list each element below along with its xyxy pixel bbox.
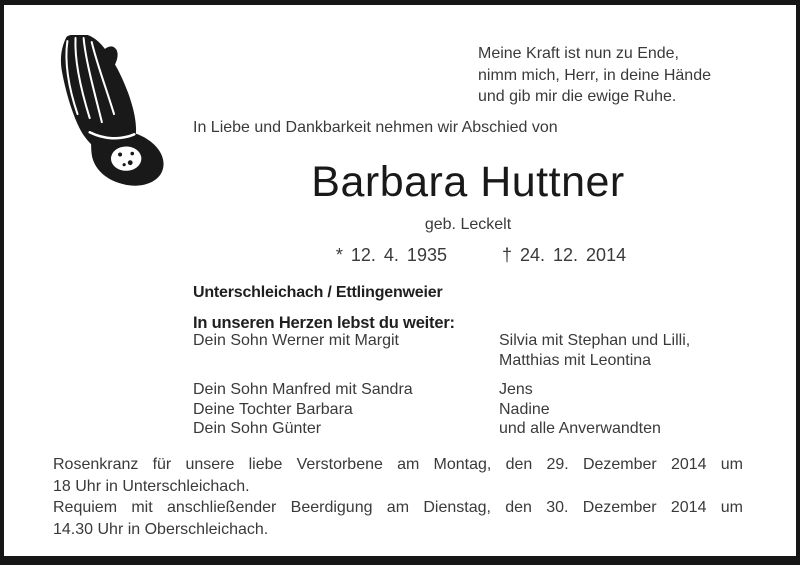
opening-verse <box>478 43 711 108</box>
family-member-right: Nadine <box>499 400 550 418</box>
family-list <box>193 331 753 439</box>
deceased-block <box>193 155 743 264</box>
places-line: Unterschleichach / Ettlingenweier <box>193 284 443 301</box>
family-member-left: Dein Sohn Manfred mit Sandra <box>193 381 413 398</box>
family-member-left: Dein Sohn Werner mit Margit <box>193 332 399 349</box>
family-row <box>193 419 753 439</box>
deceased-birth-name: geb. Leckelt <box>424 216 512 233</box>
requiem-announcement <box>53 497 743 540</box>
birth-date: * 12. 4. 1935 <box>335 245 447 265</box>
rosary-announcement <box>53 454 743 497</box>
family-member-right: Silvia mit Stephan und Lilli, <box>499 332 691 349</box>
family-row <box>193 331 753 351</box>
family-member-right: Matthias mit Leontina <box>499 351 652 369</box>
announcement-line: Rosenkranz für unsere liebe Verstorbene am Montag, den 29. Dezember 2014 um <box>53 456 743 473</box>
family-heading: In unseren Herzen lebst du weiter: <box>193 314 455 332</box>
verse-line: nimm mich, Herr, in deine Hände <box>478 66 711 84</box>
praying-hands-icon <box>53 35 173 189</box>
family-member-right: Jens <box>499 381 533 398</box>
family-row <box>193 351 753 371</box>
announcement-line: 14.30 Uhr in Oberschleichach. <box>53 520 269 538</box>
announcement-line: Requiem mit anschließender Beerdigung am Dienstag, den 30. Dezember 2014 um <box>53 499 743 517</box>
family-member-left <box>193 351 499 371</box>
deceased-name: Barbara Huttner <box>311 158 625 206</box>
announcement-line: 18 Uhr in Unterschleichach. <box>53 477 250 495</box>
death-date: † 24. 12. 2014 <box>501 245 627 265</box>
family-member-left: Dein Sohn Günter <box>193 420 322 437</box>
funeral-announcements <box>53 454 743 540</box>
intro-line: In Liebe und Dankbarkeit nehmen wir Abschied von <box>193 119 558 136</box>
family-row <box>193 380 753 400</box>
verse-line: und gib mir die ewige Ruhe. <box>478 88 677 105</box>
family-member-left: Deine Tochter Barbara <box>193 400 353 418</box>
family-member-right: und alle Anverwandten <box>499 420 661 437</box>
family-row <box>193 400 753 420</box>
verse-line: Meine Kraft ist nun zu Ende, <box>478 45 679 62</box>
life-dates <box>193 246 743 264</box>
